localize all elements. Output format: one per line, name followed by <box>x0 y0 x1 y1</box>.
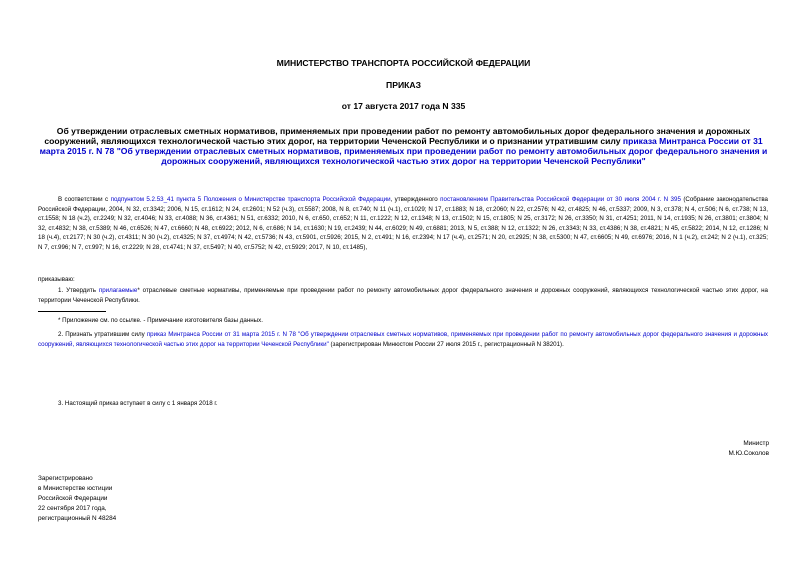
item2-prefix: 2. Признать утратившим силу <box>58 331 147 338</box>
registration-line: регистрационный N 48284 <box>38 515 117 522</box>
order-item-3 <box>38 399 768 409</box>
signatory-position: Министр <box>743 440 769 447</box>
repealed-order-link[interactable]: приказ Минтранса России от 31 марта 2015 г. N 78 "Об утверждении отраслевых сметных нормативов, применяемых при проведении работ по ремонту автомобильных дорог федерального значения и дорожных сооружений, являющихся технологической частью этих дорог на территории Чеченской Республики" <box>38 331 768 348</box>
item2-text: (зарегистрирован Минюстом России 27 июля 2015 г., регистрационный N 38201). <box>328 340 564 348</box>
basis-mid: , утвержденного <box>390 196 441 203</box>
title-text: Об утверждении отраслевых сметных нормативов, применяемых при проведении работ по ремонту автомобильных дорог федерального значения и дорожных сооружений, являющихся технологической частью этих дорог, на территории Чеченской Республики и о признании утратившим силу <box>44 126 751 146</box>
registration-line: Российской Федерации <box>38 495 108 502</box>
attached-standards-link[interactable]: прилагаемые <box>98 287 138 294</box>
registration-line: 22 сентября 2017 года, <box>38 505 107 512</box>
document-title <box>36 126 771 166</box>
item1-text: * отраслевые сметные нормативы, применяемые при проведении работ по ремонту автомобильных дорог федерального значения и дорожных сооружений, являющихся технологической частью этих дорог, на территории Чеченской Республики. <box>38 287 768 304</box>
item3-text: 3. Настоящий приказ вступает в силу с 1 января 2018 г. <box>58 400 218 407</box>
footnote-divider <box>38 311 106 312</box>
orders-label: приказываю: <box>38 276 75 283</box>
order-item-2 <box>38 330 768 349</box>
registration-line: Зарегистрировано <box>38 475 93 482</box>
doc-type-heading: ПРИКАЗ <box>386 80 421 90</box>
item1-prefix: 1. Утвердить <box>58 287 99 294</box>
ministry-heading: МИНИСТЕРСТВО ТРАНСПОРТА РОССИЙСКОЙ ФЕДЕРАЦИИ <box>276 58 531 68</box>
regulation-subparagraph-link[interactable]: подпунктом 5.2.53_41 пункта 5 Положения о Министерстве транспорта Российской Федерации <box>110 196 391 203</box>
registration-line: в Министерстве юстиции <box>38 485 113 492</box>
footnote: * Приложение см. по ссылке. - Примечание изготовителя базы данных. <box>58 317 263 324</box>
doc-date-number: от 17 августа 2017 года N 335 <box>341 101 466 111</box>
government-resolution-link[interactable]: постановлением Правительства Российской Федерации от 30 июля 2004 г. N 395 <box>440 196 681 203</box>
basis-citations: (Собрание законодательства Российской Федерации, 2004, N 32, ст.3342; 2006, N 15, ст.1612; N 24, ст.2601; N 52 (ч.3), ст.5587; 2008, N 8, ст.740; N 11 (ч.1), ст.1029; N 17, ст.1883; N 18, ст.2060; N 22, ст.2576; N 42, ст.4825; N 46, ст.5337; 2009, N 3, ст.378; N 4, ст.506; N 6, ст.738; N 13, ст.1558; N 18 (ч.2), ст.2249; N 32, ст.4046; N 33, ст.4088; N 36, ст.4361; N 51, ст.6332; 2010, N 6, ст.650, ст.652; N 11, ст.1222; N 12, ст.1348; N 13, ст.1502; N 15, ст.1805; N 25, ст.3172; N 26, ст.3350; N 31, ст.4251; 2011, N 14, ст.1935; N 26, ст.3801; ст.3804; N 32, ст.4832; N 38, ст.5389; N 46, ст.6526; N 47, ст.6660; N 48, ст.6922; 2012, N 6, ст.686; N 14, ст.1630; N 19, ст.2439; N 44, ст.6029; N 49, ст.6881; 2013, N 5, ст.388; N 12, ст.1322; N 26, ст.3343; N 33, ст.4386; N 38, ст.4821; N 45, ст.5822; 2014, N 12, ст.1286; N 18 (ч.4), ст.2177; N 30 (ч.2), ст.4311; N 30 (ч.2), ст.4325; N 37, ст.4974; N 42, ст.5736; N 43, ст.5901, ст.5926; 2015, N 2, ст.491; N 16, ст.2394; N 17 (ч.4), ст.2571; N 20, ст.2925; N 38, ст.5300; N 47, ст.6605; N 49, ст.6976; 2016, N 1 (ч.2), ст.242; N 2 (ч.1), ст.325; N 7, ст.996; N 7, ст.997; N 16, ст.2229; N 28, ст.4741; N 37, ст.5497; N 40, ст.5752; N 42, ст.5929; 2017, N 10, ст.1485), <box>38 196 769 251</box>
signatory-name: М.Ю.Соколов <box>728 450 769 457</box>
title-repealed-order-link[interactable]: приказа Минтранса России от 31 марта 2015 г. N 78 "Об утверждении отраслевых сметных нормативов, применяемых при проведении работ по ремонту автомобильных дорог федерального значения и дорожных сооружений, являющихся технологической частью этих дорог на территории Чеченской Республики" <box>39 136 768 166</box>
basis-prefix: В соответствии с <box>58 196 111 203</box>
basis-paragraph <box>38 195 768 253</box>
order-item-1 <box>38 286 768 305</box>
